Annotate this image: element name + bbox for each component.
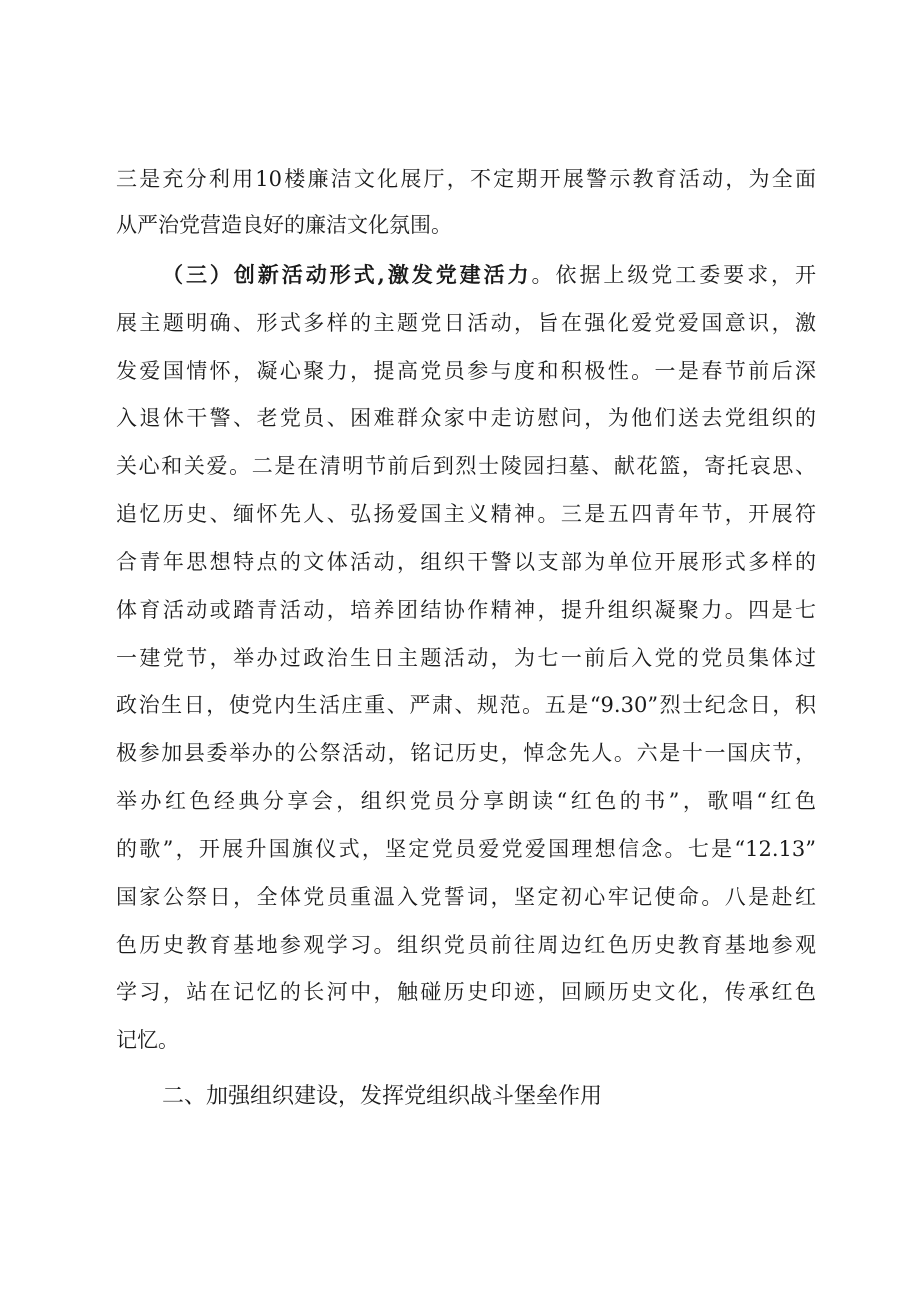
subheading-line — [162, 260, 816, 290]
text-line: 的歌”，开展升国旗仪式，坚定党员爱党爱国理想信念。七是“12.13” — [116, 837, 816, 861]
subheading-title: （三）创新活动形式,激发党建活力 — [162, 262, 532, 287]
text-line: 三是充分利用10楼廉洁文化展厅，不定期开展警示教育活动，为全面 — [116, 167, 816, 191]
text-line: 发爱国情怀，凝心聚力，提高党员参与度和积极性。一是春节前后深 — [116, 359, 816, 383]
text-line: 色历史教育基地参观学习。组织党员前往周边红色历史教育基地参观 — [116, 933, 816, 957]
text-line: 追忆历史、缅怀先人、弘扬爱国主义精神。三是五四青年节，开展符 — [116, 502, 816, 526]
text-line: 入退休干警、老党员、困难群众家中走访慰问，为他们送去党组织的 — [116, 406, 816, 430]
text-line: 国家公祭日，全体党员重温入党誓词，坚定初心牢记使命。八是赴红 — [116, 885, 816, 909]
text-line: 体育活动或踏青活动，培养团结协作精神，提升组织凝聚力。四是七 — [116, 598, 816, 622]
text-line: 从严治党营造良好的廉洁文化氛围。 — [116, 213, 452, 237]
text-line: 学习，站在记忆的长河中，触碰历史印迹，回顾历史文化，传承红色 — [116, 980, 816, 1004]
text-line: 展主题明确、形式多样的主题党日活动，旨在强化爱党爱国意识，激 — [116, 311, 816, 335]
section-heading: 二、加强组织建设，发挥党组织战斗堡垒作用 — [162, 1084, 603, 1109]
text-line: 一建党节，举办过政治生日主题活动，为七一前后入党的党员集体过 — [116, 646, 816, 670]
text-line: 关心和关爱。二是在清明节前后到烈士陵园扫墓、献花篮，寄托哀思、 — [116, 454, 816, 478]
text-line: 极参加县委举办的公祭活动，铭记历史，悼念先人。六是十一国庆节， — [116, 741, 816, 765]
text-line: 记忆。 — [116, 1028, 179, 1052]
text-span: 。依据上级党工委要求，开 — [531, 263, 817, 287]
text-line: 举办红色经典分享会，组织党员分享朗读“红色的书”，歌唱“红色 — [116, 789, 816, 813]
text-line: 合青年思想特点的文体活动，组织干警以支部为单位开展形式多样的 — [116, 550, 816, 574]
text-line: 政治生日，使党内生活庄重、严肃、规范。五是“9.30”烈士纪念日，积 — [116, 693, 816, 717]
